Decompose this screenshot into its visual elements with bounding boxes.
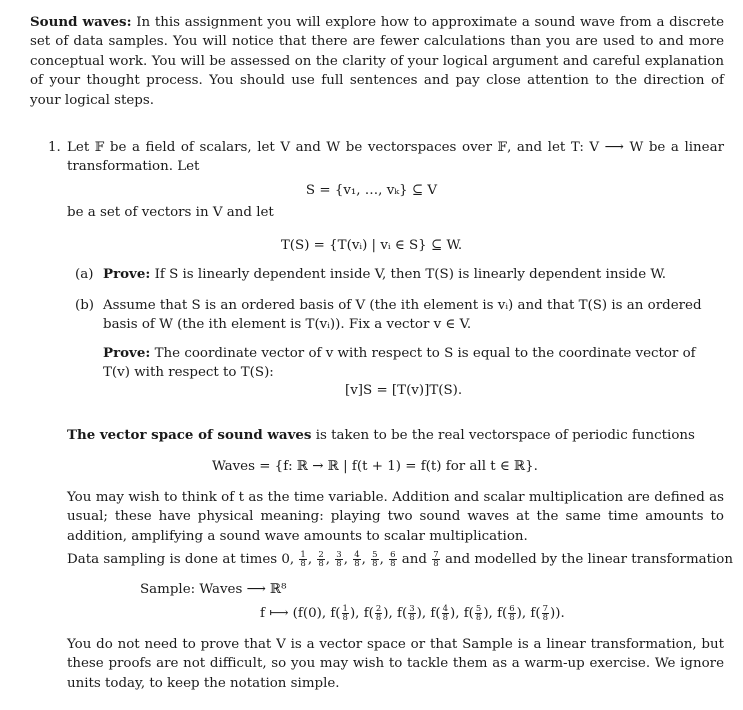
part-a-prove: Prove: [103, 266, 151, 282]
intro-paragraph [30, 13, 724, 110]
frac-5-8: $\frac{5}{8}$ [372, 550, 378, 569]
intro-label: Sound waves: [30, 14, 132, 30]
frac-2-8: $\frac{2}{8}$ [318, 550, 324, 569]
sound-heading: The vector space of sound waves [67, 427, 312, 443]
part-b-line2: basis of W (the ith element is T(vᵢ)). Fix a vector v ∈ V. [103, 317, 472, 332]
sampling-tail: and modelled by the linear transformation [444, 552, 733, 567]
part-b-label: (b) [75, 298, 95, 313]
problem-number: 1. [48, 140, 61, 155]
intro-text: In this assignment you will explore how to approximate a sound wave from a discrete set of data samples. You will notice that there are fewer calculations than you are used to and more conceptual work. You will be assessed on the clarity of your logical argument and careful explanation of your thought process. You should use full sentences and pay close attention to the direction of your logical steps. [30, 15, 724, 108]
part-a-label: (a) [75, 267, 94, 282]
part-b-line4: T(v) with respect to T(S): [103, 365, 274, 380]
set-ts-equation: T(S) = {T(vᵢ) | vᵢ ∈ S} ⊆ W. [280, 238, 463, 253]
problem-lead: Let 𝔽 be a field of scalars, let V and W be vectorspaces over 𝔽, and let T: V ⟶ W be a linear transformation. Let [67, 140, 724, 175]
sample-map-line1: Sample: Waves ⟶ ℝ⁸ [140, 582, 287, 597]
waves-equation: Waves = {f: ℝ → ℝ | f(t + 1) = f(t) for all t ∈ ℝ}. [212, 459, 538, 474]
sample-map-line2: f ⟼ (f(0), f( $\frac{1}{8}$ ), f( $\frac{2}{8}$ ), f( $\frac{3}{8}$ ), f( $\frac{4}{8}$ ), f( $\frac{5}{8}$ ), f( $\frac{6}{8}$ ), f( $\frac{7}{8}$ )). [260, 604, 565, 623]
part-b-line1: Assume that S is an ordered basis of V (the ith element is vᵢ) and that T(S) is an ordered [103, 298, 702, 313]
sound-paragraph-2: You do not need to prove that V is a vector space or that Sample is a linear transformation, but these proofs are not difficult, so you may wish to tackle them as a warm-up exercise. We ignore units today, to keep the notation simple. [67, 637, 724, 691]
part-a-text: If S is linearly dependent inside V, then T(S) is linearly dependent inside W. [154, 267, 667, 282]
part-b-line3 [103, 344, 696, 363]
part-a-statement [103, 265, 666, 284]
frac-6-8: $\frac{6}{8}$ [390, 550, 396, 569]
frac-4-8: $\frac{4}{8}$ [354, 550, 360, 569]
sampling-lead: Data sampling is done at times 0, [67, 552, 295, 567]
part-b-line3-text: The coordinate vector of v with respect to S is equal to the coordinate vector of [154, 346, 696, 361]
sound-heading-rest: is taken to be the real vectorspace of periodic functions [315, 428, 695, 443]
sound-heading-line [67, 426, 695, 445]
part-b-prove: Prove: [103, 345, 151, 361]
sampling-and: and [401, 552, 427, 567]
sample-map-prefix: f ⟼ (f(0), f [260, 606, 336, 621]
sound-paragraph-1: You may wish to think of t as the time variable. Addition and scalar multiplication are defined as usual; these have physical meaning: playing two sound waves at the same time amounts to addition, amplifying a sound wave amounts to scalar multiplication. [67, 490, 724, 544]
coordinate-equation: [v]S = [T(v)]T(S). [345, 383, 463, 398]
sampling-line: Data sampling is done at times 0, $\frac{1}{8}$ , $\frac{2}{8}$ , $\frac{3}{8}$ , $\frac{4}{8}$ , $\frac{5}{8}$ , $\frac{6}{8}$ and $\frac{7}{8}$ and modelled by the linear transformation [67, 550, 733, 569]
frac-7-8: $\frac{7}{8}$ [433, 550, 439, 569]
set-s-equation: S = {v₁, …, vₖ} ⊆ V [305, 183, 438, 198]
frac-1-8: $\frac{1}{8}$ [300, 550, 306, 569]
problem-mid-text: be a set of vectors in V and let [67, 205, 274, 220]
frac-3-8: $\frac{3}{8}$ [336, 550, 342, 569]
